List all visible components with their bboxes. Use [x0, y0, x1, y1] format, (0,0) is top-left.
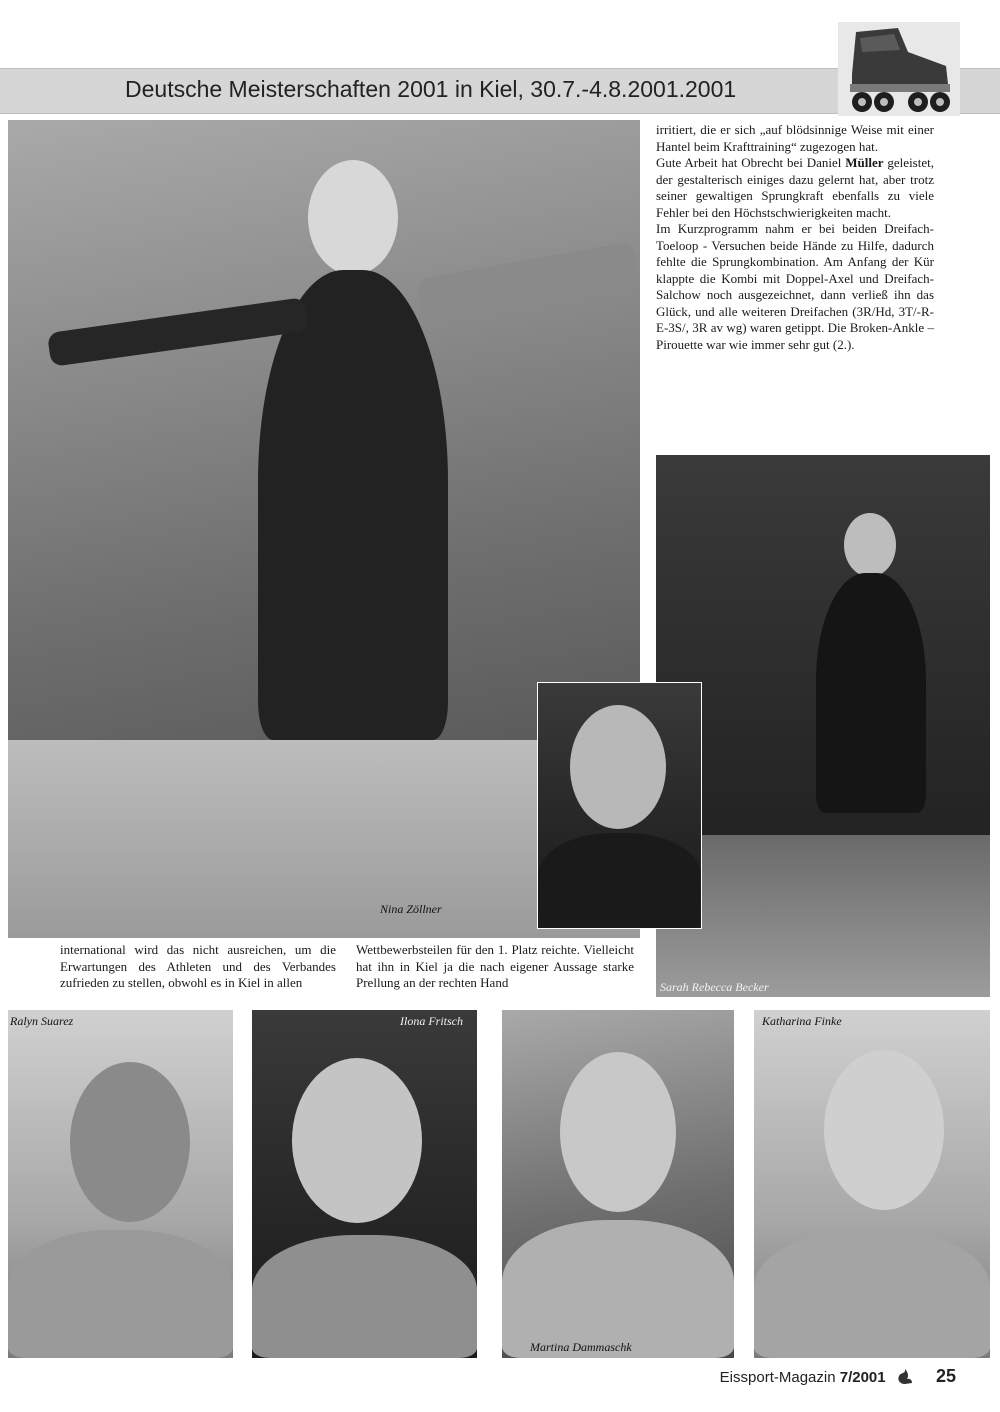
magazine-name: Eissport-Magazin [719, 1369, 836, 1386]
caption-portrait-3: Martina Dammaschk [530, 1340, 632, 1354]
page-title: Deutsche Meisterschaften 2001 in Kiel, 30.7.-4.8.2001.2001 [125, 76, 737, 102]
paragraph: Im Kurzprogramm nahm er bei beiden Dreifach-Toeloop - Versuchen beide Hände zu Hilfe, dadurch fehlte die Sprungkombination. Am Anfang der Kür klappte die Kombi mit Doppel-Axel und Dreifach-Salchow noch ausgezeichnet, dann verließ ihn das Glück, und alle weiteren Dreifachen (3R/Hd, 3T/-R-E-3S/, 3R av wg) waren getippt. Die Broken-Ankle – Pirouette war wie immer sehr gut (2.). [656, 221, 934, 352]
portrait-photo [754, 1010, 990, 1358]
caption-portrait-2: Ilona Fritsch [400, 1014, 463, 1028]
paragraph: irritiert, die er sich „auf blödsinnige Weise mit einer Hantel beim Krafttraining“ zugezogen hat. [656, 122, 934, 154]
roller-skate-icon [838, 22, 960, 116]
paragraph: Gute Arbeit hat Obrecht bei Daniel Müller geleistet, der gestalterisch einiges dazu gelernt hat, aber trotz seiner gewaltigen Sprungkraft ebenfalls zu viele Fehler bei den Höchstschwierigkeiten macht. [656, 155, 934, 220]
right-photo [656, 455, 990, 997]
page-number: 25 [935, 1366, 956, 1386]
article-column-right [656, 122, 934, 353]
portrait-photo [502, 1010, 734, 1358]
portrait-photo [8, 1010, 233, 1358]
inset-portrait-photo [537, 682, 702, 929]
portrait-photo [252, 1010, 477, 1358]
article-column-bottom-mid: Wettbewerbsteilen für den 1. Platz reichte. Vielleicht hat ihn in Kiel ja die nach eigener Aussage starke Prellung an der rechten Hand [356, 942, 634, 990]
caption-main-photo: Nina Zöllner [380, 902, 442, 916]
page-footer [720, 1366, 956, 1387]
article-column-bottom-left: international wird das nicht ausreichen, um die Erwartungen des Athleten und des Verbandes zufrieden zu stellen, obwohl es in Kiel in allen [60, 942, 336, 990]
swan-icon [896, 1366, 914, 1386]
caption-portrait-4: Katharina Finke [762, 1014, 842, 1028]
caption-portrait-1: Ralyn Suarez [10, 1014, 74, 1028]
issue-number: 7/2001 [839, 1369, 886, 1386]
caption-right-photo: Sarah Rebecca Becker [660, 980, 769, 994]
